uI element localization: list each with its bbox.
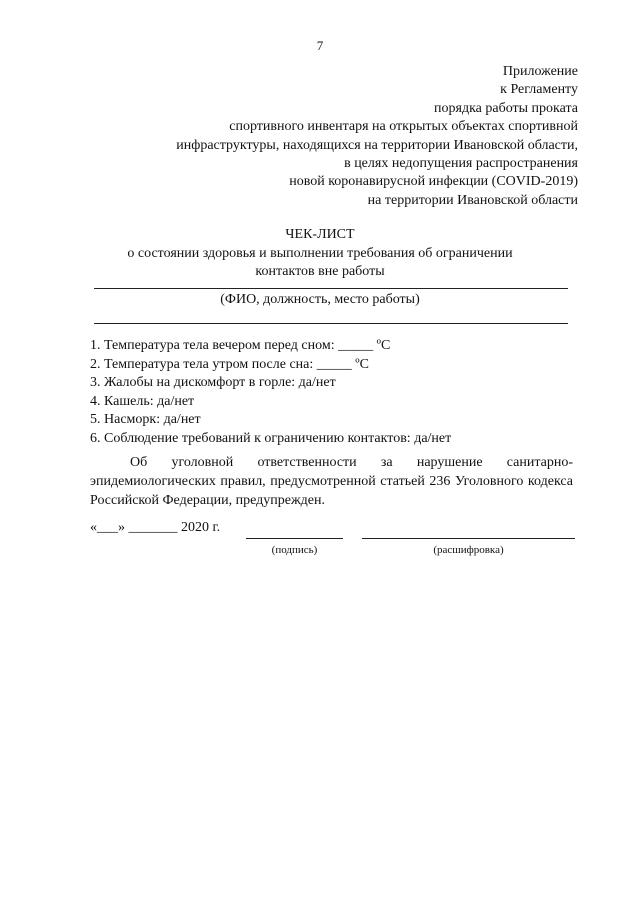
signature-caption: (подпись): [271, 544, 318, 556]
appendix-line: инфраструктуры, находящихся на территории Ивановской области,: [176, 137, 578, 153]
person-field-caption: (ФИО, должность, место работы): [220, 292, 420, 307]
title-heading: ЧЕК-ЛИСТ: [285, 227, 355, 242]
checklist: [90, 337, 580, 449]
liability-warning: Об уголовной ответственности за нарушение санитарно-эпидемиологических правил, предусмотренной статьей 236 Уголовного кодекса Российской Федерации, предупрежден.: [90, 455, 573, 508]
title-subtitle-line: о состоянии здоровья и выполнении требования об ограничении: [127, 245, 513, 261]
page-number: 7: [316, 38, 324, 53]
appendix-header: [108, 63, 578, 210]
checklist-item-evening-temperature[interactable]: 1. Температура тела вечером перед сном: _____ ºС: [90, 338, 391, 353]
checklist-item-contact-restriction[interactable]: 6. Соблюдение требований к ограничению контактов: да/нет: [90, 430, 452, 446]
checklist-item-morning-temperature[interactable]: 2. Температура тела утром после сна: _____ ºС: [90, 356, 369, 372]
person-field-line[interactable]: [94, 288, 568, 289]
appendix-line: спортивного инвентаря на открытых объектах спортивной: [229, 119, 578, 135]
appendix-line: порядка работы проката: [434, 100, 578, 116]
decoding-caption: (расшифровка): [433, 544, 504, 556]
checklist-item-runny-nose[interactable]: 5. Насморк: да/нет: [90, 412, 201, 428]
document-title: [0, 226, 640, 282]
appendix-line: в целях недопущения распространения: [344, 156, 578, 172]
checklist-item-throat-discomfort[interactable]: 3. Жалобы на дискомфорт в горле: да/нет: [90, 375, 336, 391]
checklist-item-cough[interactable]: 4. Кашель: да/нет: [90, 393, 195, 409]
appendix-line: новой коронавирусной инфекции (COVID-2019): [289, 174, 578, 190]
date-field[interactable]: «___» _______ 2020 г.: [90, 520, 221, 535]
appendix-line: Приложение: [502, 64, 578, 79]
signature-line[interactable]: [246, 538, 343, 539]
person-field-line-extra[interactable]: [94, 323, 568, 324]
appendix-line: на территории Ивановской области: [367, 192, 578, 208]
appendix-line: к Регламенту: [500, 82, 578, 98]
title-subtitle-line: контактов вне работы: [255, 264, 385, 279]
signature-decoding-line[interactable]: [362, 538, 575, 539]
